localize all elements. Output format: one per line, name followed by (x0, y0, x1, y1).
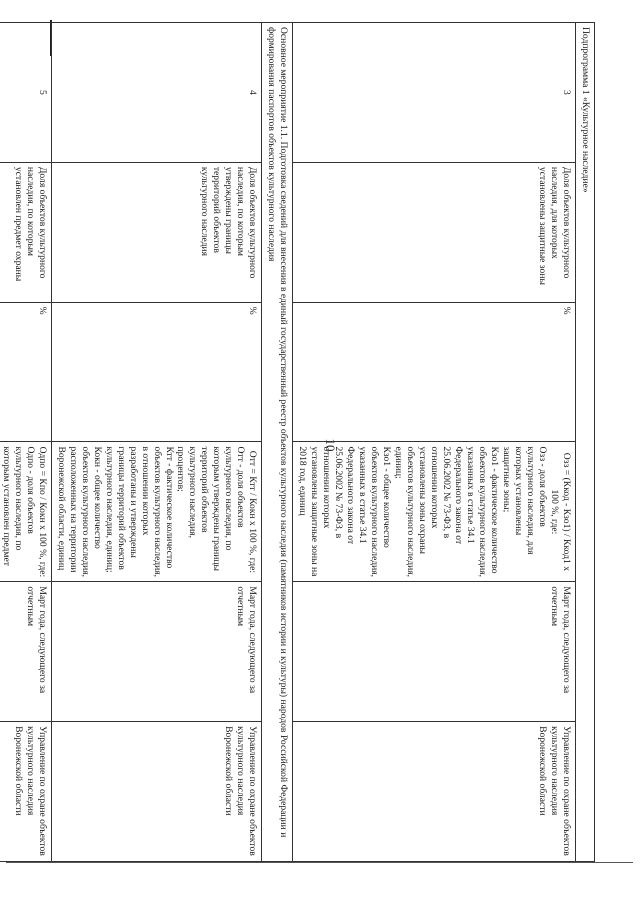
indicators-table (0, 22, 595, 862)
responsible-org: Управление по охране объектов культурного наследия Воронежской области (51, 722, 262, 862)
table-row (0, 23, 51, 862)
table-row (51, 23, 262, 862)
report-term: Март года, следующего за отчетным (0, 582, 51, 722)
responsible-org: Управление по охране объектов культурного наследия Воронежской области (0, 722, 51, 862)
indicator-name: Доля объектов культурного наследия, по которым утверждены границы территорий объектов культурного наследия (51, 162, 262, 302)
bottom-margin-rule (6, 862, 633, 863)
indicator-name: Доля объектов культурного наследия, для которых установлены защитные зоны (293, 162, 576, 302)
responsible-org: Управление по охране объектов культурного наследия Воронежской области (293, 722, 576, 862)
formula-line: Кокн - общее количество объектов культурного наследия, расположенных на территории Воронежской области, единиц (55, 446, 103, 578)
row-number: 4 (51, 23, 262, 163)
row-number: 5 (0, 23, 51, 163)
indicator-unit: % (0, 302, 51, 442)
row-number: 3 (293, 23, 576, 163)
indicator-formula (0, 442, 51, 582)
section-title: Основное мероприятие 1.1. Подготовка сведений для внесения в единый государственный реестр объектов культурного наследия (памятников истории и культуры) народов Российской Федерации и формирования паспортов объектов культурного наследия (262, 23, 293, 862)
formula-line: Отт - доля объектов культурного наследия, по которым утверждены границы территорий объектов культурного наследия, процентов; (175, 446, 247, 572)
indicator-unit: % (293, 302, 576, 442)
rotated-table-wrapper (0, 22, 595, 862)
indicator-formula (51, 442, 262, 582)
report-term: Март года, следующего за отчетным (293, 582, 576, 722)
formula-head: Озз = (Ккод - Кзо1) / Ккод1 х 100 %, где: (549, 452, 573, 571)
page-number: 10 (323, 438, 338, 452)
formula-line: Одпо - доля объектов культурного наследия, по которым установлен предмет (0, 446, 36, 566)
formula-line: Кзо1 - общее количество объектов культурного наследия, указанных в статье 34.1 Федерального закона от 25.06.2002 № 73-ФЗ, в отношении которых установлены защитные зоны на 2018 год, единиц (297, 446, 393, 578)
indicator-name: Доля объектов культурного наследия, по которым установлен предмет охраны (0, 162, 51, 302)
subprogram-title: Подпрограмма 1 «Культурное наследие» (576, 23, 595, 862)
report-term: Март года, следующего за отчетным (51, 582, 262, 722)
formula-line: Кзо1 - фактическое количество объектов культурного наследия, указанных в статье 34.1 Федерального закона от 25.06.2002 № 73-ФЗ, в отношении которых установлены зоны охраны объектов культурного наследия, единиц; (393, 446, 501, 578)
formula-line: Ктт - фактическое количество объектов культурного наследия, в отношении которых разработаны и утверждены границы территорий объектов культурного наследия, единиц; (103, 446, 175, 578)
table-row (293, 23, 576, 862)
formula-head: Одпо = Кпо / Кокн х 100 %, где: (36, 446, 48, 578)
indicator-unit: % (51, 302, 262, 442)
formula-line: Озз - доля объектов культурного наследия, для которых установлены защитные зоны; (501, 446, 549, 555)
formula-head: Отт = Ктт / Кокн х 100 %, где: (247, 450, 259, 574)
indicator-formula (293, 442, 576, 582)
subprogram-title-row (576, 23, 595, 862)
section-row (262, 23, 293, 862)
